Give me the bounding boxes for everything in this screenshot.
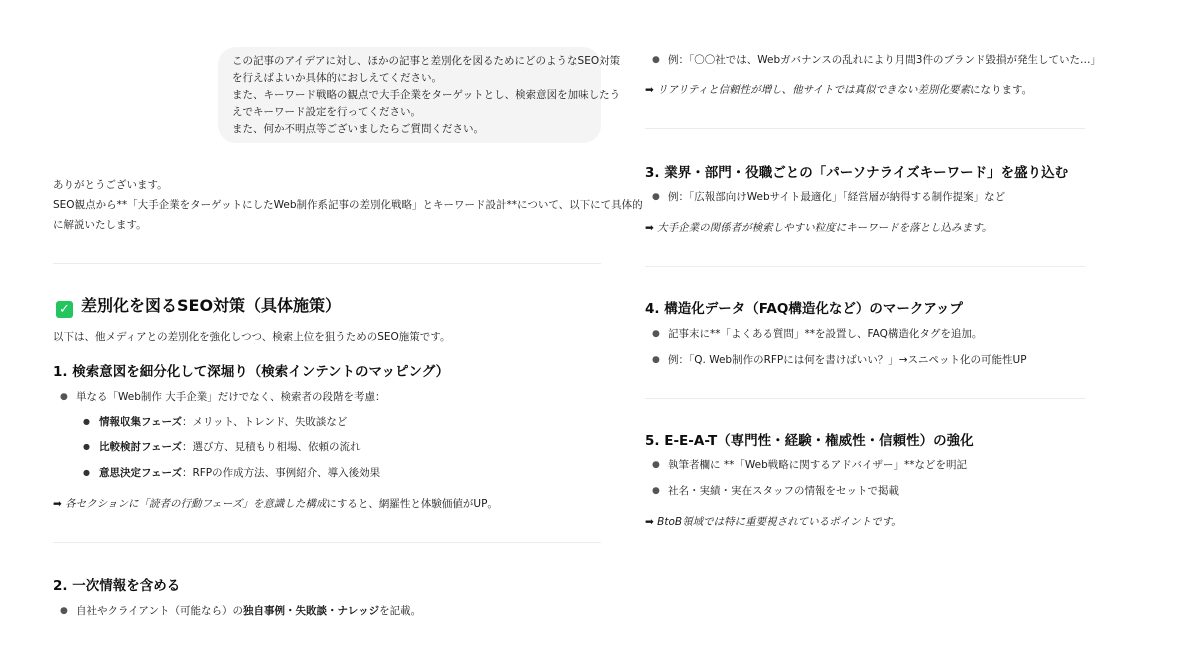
heading-4: 4. 構造化データ（FAQ構造化など）のマークアップ [645,301,963,317]
note-line: ➡ BtoB領域では特に重要視されているポイントです。 [645,516,902,528]
list-item: ● 意思決定フェーズ：RFPの作成方法、事例紹介、導入後効果 [83,467,381,479]
user-message-line: また、何か不明点等ございましたらご質問ください。 [232,123,484,135]
user-message-line: この記事のアイデアに対し、ほかの記事と差別化を図るためにどのようなSEO対策 [232,55,621,67]
list-item: ● 情報収集フェーズ：メリット、トレンド、失敗談など [83,416,348,428]
arrow-icon: ➡ [645,222,654,234]
list-item: ● 例：「〇〇社では、Webガバナンスの乱れにより月間3件のブランド毀損が発生していた…」 [652,54,1101,66]
list-item: ● 社名・実績・実在スタッフの情報をセットで掲載 [652,485,899,497]
user-message-line: また、キーワード戦略の観点で大手企業をターゲットとし、検索意図を加味したう [232,89,621,101]
arrow-icon: ➡ [53,498,62,510]
list-item: ● 執筆者欄に **「Web戦略に関するアドバイザー」**などを明記 [652,459,968,471]
note-line: ➡ リアリティと信頼性が増し、他サイトでは真似できない差別化要素になります。 [645,84,1033,96]
bullet-icon: ● [652,192,660,202]
bullet-icon: ● [652,329,660,339]
bullet-icon: ● [652,355,660,365]
user-message-bubble [218,47,621,143]
user-message-line: えでキーワード設定を行ってください。 [232,106,421,118]
list-item: ● 記事末に**「よくある質問」**を設置し、FAQ構造化タグを追加。 [652,328,983,340]
section-lead: 以下は、他メディアとの差別化を強化しつつ、検索上位を狙うためのSEO施策です。 [53,331,451,343]
arrow-icon: ➡ [645,84,654,96]
list-item: ● 例：「広報部向けWebサイト最適化」「経営層が納得する制作提案」など [652,191,1006,203]
section-heading [56,293,341,318]
divider [645,128,1085,129]
list-item: ● 例：「Q. Web制作のRFPには何を書けばいい？」→スニペット化の可能性UP [652,354,1027,366]
divider [53,542,601,543]
reply-intro: SEO観点から**「大手企業をターゲットにしたWeb制作系記事の差別化戦略」とキーワード設計**について、以下にて具体的 [53,199,643,211]
heading-5: 5. E-E-A-T（専門性・経験・権威性・信頼性）の強化 [645,433,974,449]
heading-3: 3. 業界・部門・役職ごとの「パーソナライズキーワード」を盛り込む [645,165,1069,181]
reply-intro: に解説いたします。 [53,219,147,231]
heading-1: 1. 検索意図を細分化して深堀り（検索インテントのマッピング） [53,364,450,380]
check-icon: ✓ [56,301,73,318]
bullet-icon: ● [83,442,90,451]
bullet-icon: ● [83,417,90,426]
list-item: ● 単なる「Web制作 大手企業」だけでなく、検索者の段階を考慮： [60,391,386,403]
divider [53,263,601,264]
list-item: ● 自社やクライアント（可能なら）の独自事例・失敗談・ナレッジを記載。 [60,605,422,617]
bullet-icon: ● [652,460,660,470]
user-message-line: を行えばよいか具体的におしえてください。 [232,72,442,84]
note-line: ➡ 大手企業の関係者が検索しやすい粒度にキーワードを落とし込みます。 [645,222,993,234]
section-heading-text: 差別化を図るSEO対策（具体施策） [81,296,342,315]
bullet-icon: ● [60,606,68,616]
bullet-icon: ● [83,468,90,477]
divider [645,398,1085,399]
note-line: ➡ 各セクションに「読者の行動フェーズ」を意識した構成にすると、網羅性と体験価値がUP。 [53,498,498,510]
bullet-icon: ● [60,392,68,402]
bullet-icon: ● [652,486,660,496]
arrow-icon: ➡ [645,516,654,528]
reply-intro: ありがとうございます。 [53,179,168,191]
bullet-icon: ● [652,55,660,65]
divider [645,266,1085,267]
heading-2: 2. 一次情報を含める [53,578,181,594]
list-item: ● 比較検討フェーズ：選び方、見積もり相場、依頼の流れ [83,441,361,453]
